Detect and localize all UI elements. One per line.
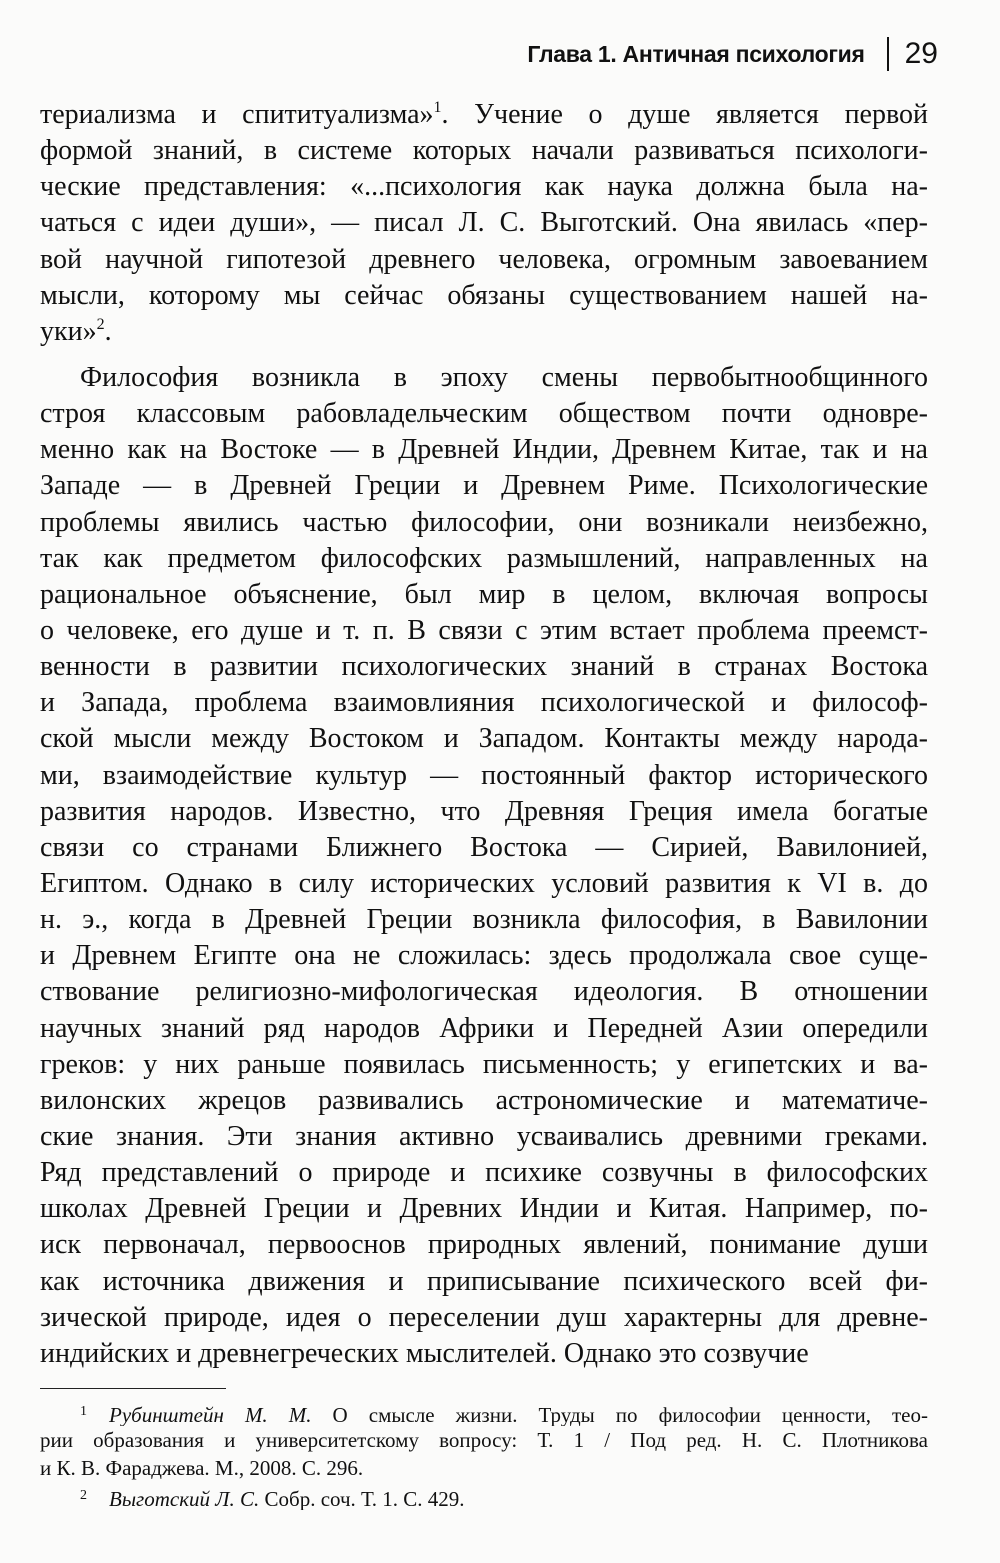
footnote-2: $^2$ Выготский Л. С. Собр. соч. Т. 1. С. 429.	[80, 1487, 465, 1510]
text-line: Философия возникла в эпоху смены первобытнообщинного	[80, 361, 928, 393]
header-divider	[887, 37, 889, 71]
footnote-ref-1: 1	[433, 99, 442, 116]
text-line: менно как на Востоке — в Древней Индии, Древнем Китае, так и на	[40, 434, 928, 466]
text-line: Ряд представлений о природе и психике созвучны в философских	[40, 1157, 928, 1189]
text-line: ми, взаимодействие культур — постоянный фактор исторического	[40, 759, 928, 791]
text-line: связи со странами Ближнего Востока — Сирией, Вавилонией,	[40, 831, 928, 863]
text-line: ческие представления: «...психология как наука должна была на-	[40, 171, 928, 203]
text-line: рациональное объяснение, был мир в целом, включая вопросы	[40, 578, 928, 610]
text-line: Западе — в Древней Греции и Древнем Риме. Психологические	[40, 470, 928, 502]
text-line: строя классовым рабовладельческим обществом почти одновре-	[40, 398, 928, 430]
text-line: вилонских жрецов развивались астрономические и математиче-	[40, 1084, 928, 1116]
text-line: чаться с идеи души», — писал Л. С. Выготский. Она явилась «пер-	[40, 207, 928, 239]
text-line: иск первоначал, первооснов природных явлений, понимание души	[40, 1229, 928, 1261]
text-line: греков: у них раньше появилась письменность; у египетских и ва-	[40, 1048, 928, 1080]
text-line: школах Древней Греции и Древних Индии и Китая. Например, по-	[40, 1193, 928, 1225]
page-number: 29	[904, 37, 938, 70]
text-line: н. э., когда в Древней Греции возникла философия, в Вавилонии	[40, 904, 928, 936]
footnote-ref-2: 2	[96, 315, 105, 333]
text-line: уки»$^2$.	[40, 315, 112, 347]
footnotes	[40, 1398, 928, 1510]
text-line: мысли, которому мы сейчас обязаны существованием нашей на-	[40, 279, 928, 311]
text-line: териализма и спититуализма»$^1$. Учение о душе является первой	[40, 99, 928, 130]
text-line: как источника движения и приписывание психического всей фи-	[40, 1265, 928, 1297]
text-line: вой научной гипотезой древнего человека, огромным завоеванием	[40, 243, 928, 275]
text-line: ствование религиозно-мифологическая идеология. В отношении	[40, 976, 928, 1008]
text-line: о человеке, его душе и т. п. В связи с этим встает проблема преемст-	[40, 614, 928, 646]
footnote-1-line: и К. В. Фараджева. М., 2008. С. 296.	[40, 1456, 364, 1480]
text-line: венности в развитии психологических знаний в странах Востока	[40, 651, 928, 683]
running-header	[40, 28, 938, 80]
text-line: научных знаний ряд народов Африки и Передней Азии опередили	[40, 1012, 928, 1044]
text-line: и Древнем Египте она не сложилась: здесь продолжала свое суще-	[40, 940, 928, 972]
main-text	[40, 97, 928, 1372]
text-line: ской мысли между Востоком и Западом. Контакты между народа-	[40, 723, 928, 755]
footnote-1: $^1$ Рубинштейн М. М. О смысле жизни. Труды по философии ценности, тео-	[80, 1403, 928, 1426]
text-line: развития народов. Известно, что Древняя Греция имела богатые	[40, 795, 928, 827]
footnote-separator	[40, 1388, 226, 1389]
text-line: зической природе, идея о переселении душ характерны для древне-	[40, 1301, 928, 1333]
text-line: индийских и древнегреческих мыслителей. Однако это созвучие	[40, 1337, 809, 1369]
chapter-title: Глава 1. Античная психология	[527, 40, 865, 67]
paragraph-1	[40, 97, 928, 350]
footnote-1-line: рии образования и университетскому вопросу: Т. 1 / Под ред. Н. С. Плотникова	[40, 1428, 928, 1452]
text-line: проблемы явились частью философии, они возникали неизбежно,	[40, 506, 928, 538]
text-line: формой знаний, в системе которых начали развиваться психологи-	[40, 135, 928, 167]
text-line: ские знания. Эти знания активно усваивались древними греками.	[40, 1120, 928, 1152]
text-line: и Запада, проблема взаимовлияния психологической и философ-	[40, 687, 928, 719]
paragraph-2	[40, 360, 928, 1372]
text-line: так как предметом философских размышлений, направленных на	[40, 542, 928, 574]
text-line: Египтом. Однако в силу исторических условий развития к VI в. до	[40, 867, 928, 899]
